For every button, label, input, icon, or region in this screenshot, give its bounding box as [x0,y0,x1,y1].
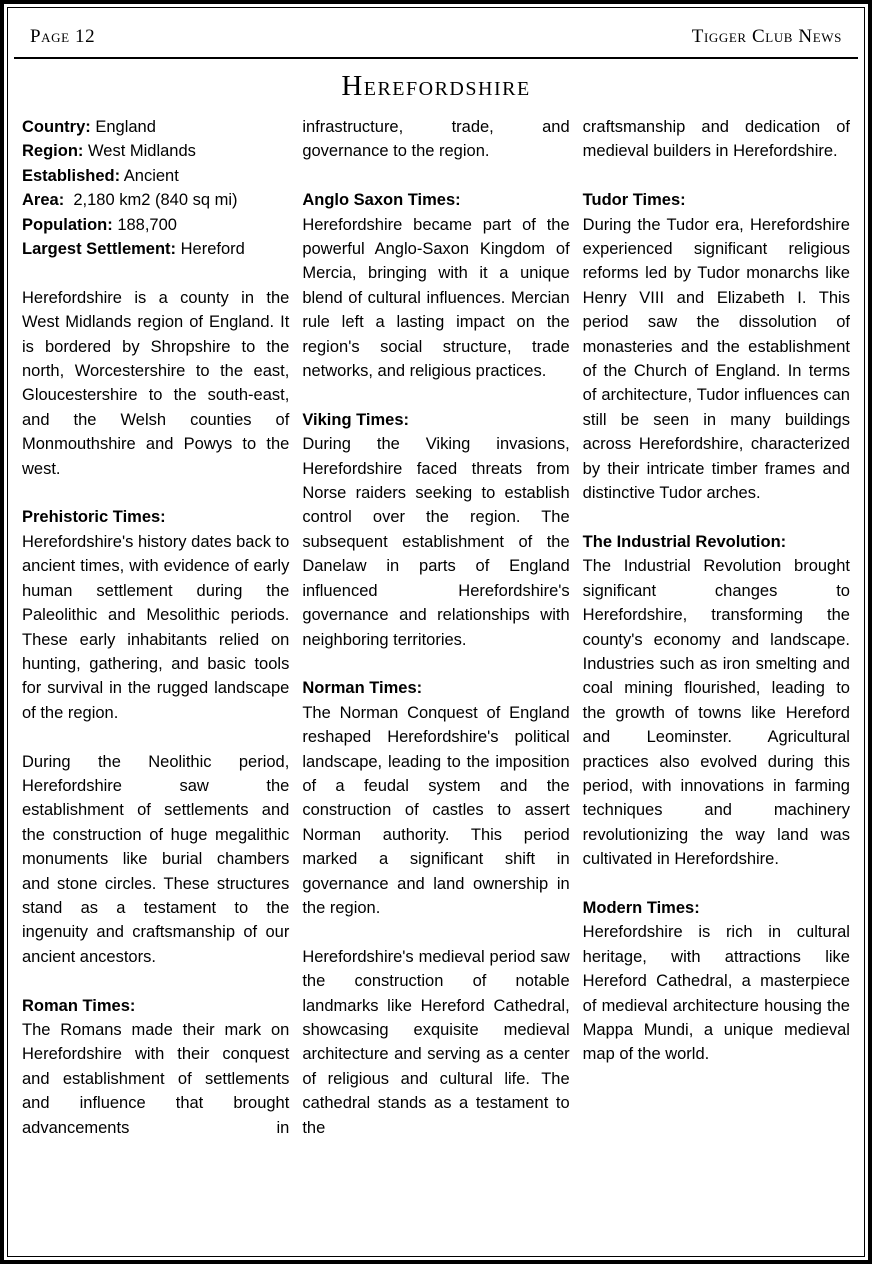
paragraph: Herefordshire's medieval period saw the construction of notable landmarks like Hereford Cathedral, showcasing exquisite medieval architecture and serving as a center of religious and cultural life. The cathedral stands as a testament to the [302,947,570,1137]
masthead: Tigger Club News [691,26,842,47]
paragraph: Herefordshire is a county in the West Midlands region of England. It is bordered by Shropshire to the north, Worcestershire to the east, Gloucestershire to the south-east, and the Welsh counties of Monmouthshire and Powys to the west. [22,288,290,478]
fact-value: England [90,118,156,136]
fact-row [22,237,289,261]
fact-row [22,213,289,237]
paragraph: craftsmanship and dedication of medieval builders in Herefordshire. [582,118,850,161]
paragraph: During the Neolithic period, Herefordshire saw the establishment of settlements and the construction of huge megalithic monuments like burial chambers and stone circles. These structures stand as a testament to the ingenuity and craftsmanship of our ancient ancestors. [22,752,290,966]
paragraph: Herefordshire's history dates back to ancient times, with evidence of early human settlement during the Paleolithic and Mesolithic periods. These early inhabitants relied on hunting, gathering, and basic tools for survival in the rugged landscape of the region. [22,532,290,722]
page-frame [7,7,865,1257]
paragraph: infrastructure, trade, and governance to the region. [302,118,570,161]
fact-value: 2,180 km2 (840 sq mi) [64,191,238,210]
column-1 [22,115,289,1140]
fact-label: Established: [22,166,121,185]
section-heading: Prehistoric Times: [22,508,166,527]
fact-label: Country: [22,118,91,136]
paragraph: The Romans made their mark on Herefordshire with their conquest and establishment of settlements and influence that brought advancements in [22,1020,290,1137]
paragraph: During the Viking invasions, Herefordshire faced threats from Norse raiders seeking to establish control over the region. The subsequent establishment of the Danelaw in parts of England influenced Herefordshire's governance and relationships with neighboring territories. [302,435,570,649]
fact-value: Hereford [176,240,245,259]
fact-value: 188,700 [112,215,177,234]
article-title: Herefordshire [341,70,531,102]
fact-label: Region: [22,142,84,161]
fact-row [22,115,289,139]
fact-value: West Midlands [83,142,196,161]
paragraph: The Norman Conquest of England reshaped Herefordshire's political landscape, leading to the imposition of a feudal system and the construction of castles to assert Norman authority. This period marked a significant shift in governance and land ownership in the region. [302,703,570,917]
header-rule [14,57,858,59]
column-2 [302,115,569,1140]
fact-row [22,164,289,188]
fact-row [22,139,289,163]
paragraph: Herefordshire became part of the powerful Anglo-Saxon Kingdom of Mercia, bringing with it a unique blend of cultural influences. Mercian rule left a lasting impact on the region's social structure, trade networks, and religious practices. [302,215,570,381]
fact-label: Population: [22,215,113,234]
section-heading: Viking Times: [302,410,410,429]
section-heading: Tudor Times: [582,191,686,210]
article-columns [8,105,864,1140]
county-facts [22,115,289,261]
paragraph: The Industrial Revolution brought significant changes to Herefordshire, transforming the county's economy and landscape. Industries such as iron smelting and coal mining flourished, leading to the growth of towns like Hereford and Leominster. Agricultural practices also evolved during this period, with innovations in farming techniques and machinery revolutionizing the way land was cultivated in Herefordshire. [582,557,850,869]
paragraph: Herefordshire is rich in cultural heritage, with attractions like Hereford Cathedral, a masterpiece of medieval architecture housing the Mappa Mundi, a unique medieval map of the world. [582,923,850,1064]
fact-label: Area: [22,191,65,210]
section-heading: The Industrial Revolution: [582,532,787,551]
section-heading: Roman Times: [22,996,136,1015]
page-number: Page 12 [30,26,96,47]
paragraph: During the Tudor era, Herefordshire experienced significant religious reforms led by Tudor monarchs like Henry VIII and Elizabeth I. This period saw the dissolution of monasteries and the establishment of the Church of England. In terms of architecture, Tudor influences can still be seen in many buildings across Herefordshire, characterized by their intricate timber frames and distinctive Tudor arches. [582,215,850,503]
column-3 [583,115,850,1140]
page-header [8,8,864,57]
section-heading: Norman Times: [302,679,423,698]
fact-row [22,188,289,212]
fact-label: Largest Settlement: [22,240,177,259]
fact-value: Ancient [120,166,179,185]
section-heading: Anglo Saxon Times: [302,191,461,210]
section-heading: Modern Times: [582,898,700,917]
